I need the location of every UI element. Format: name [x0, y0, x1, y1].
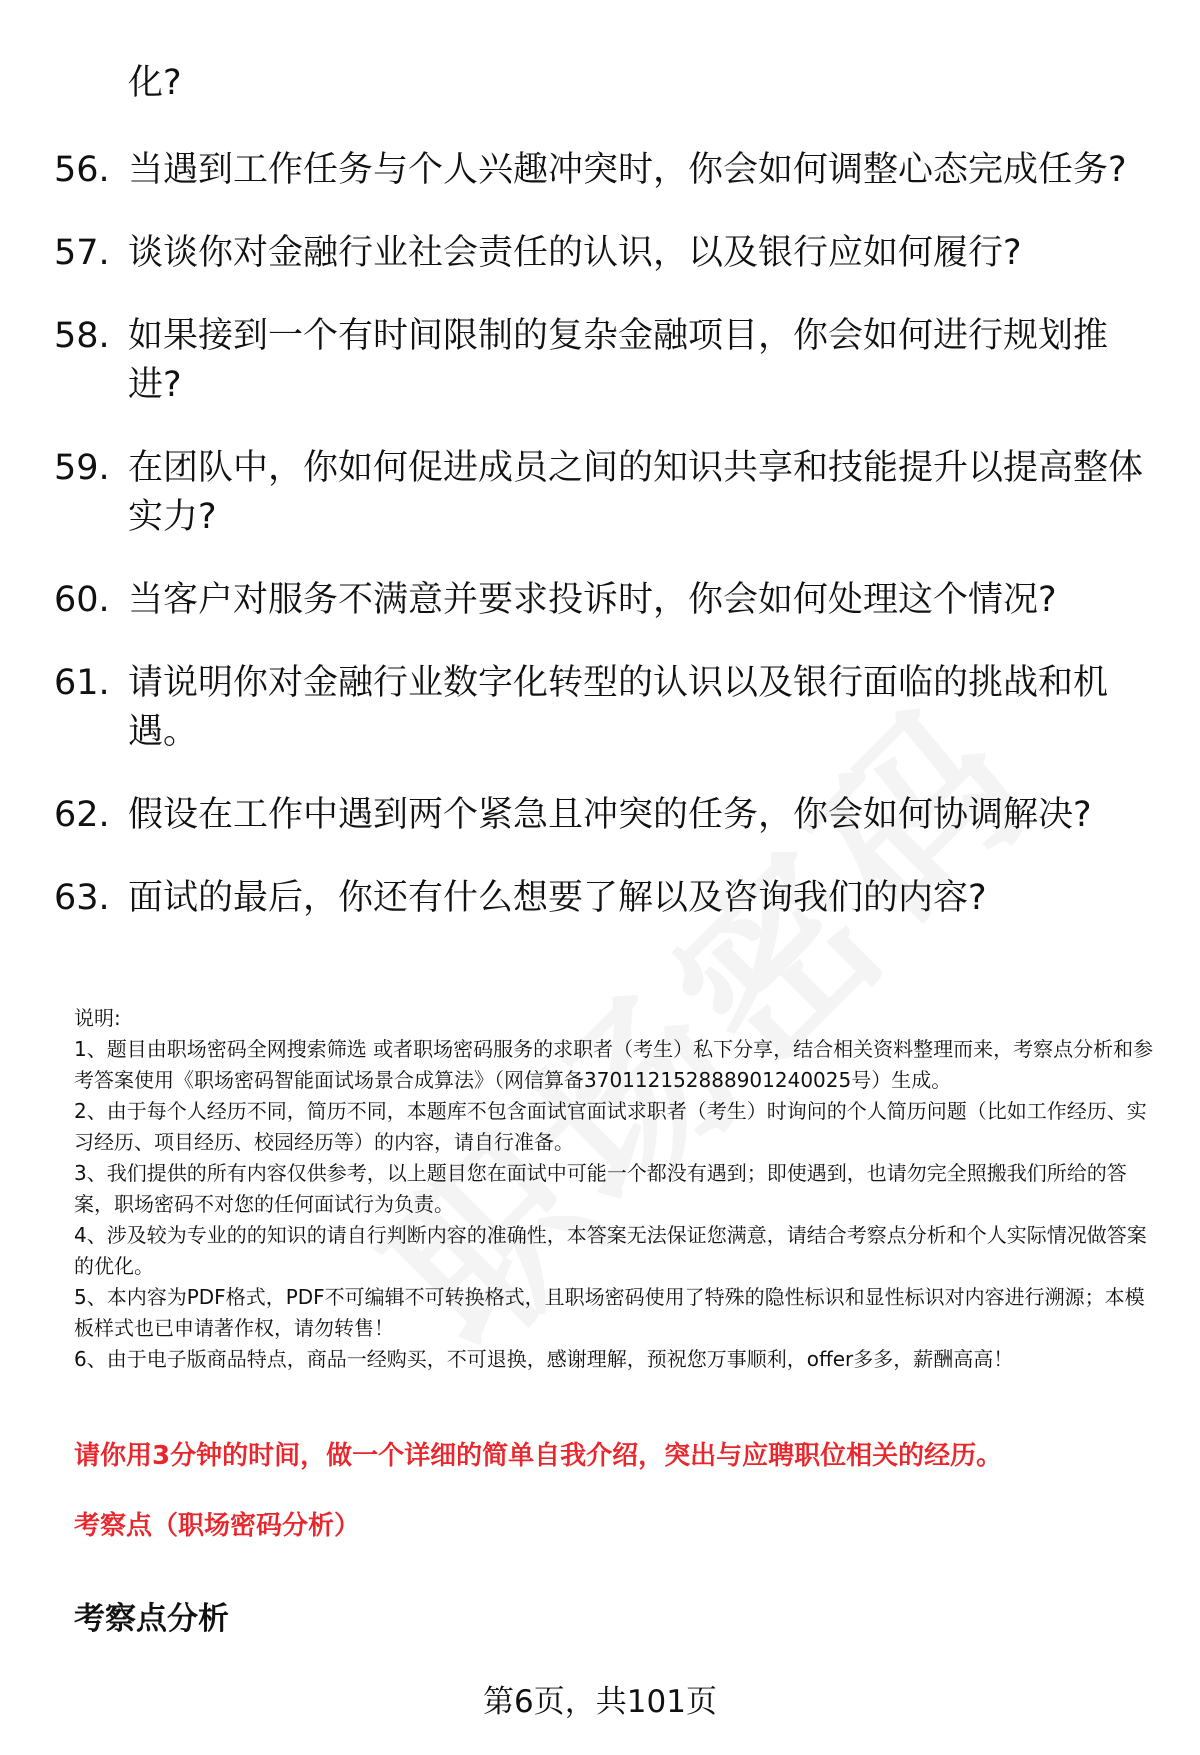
- analysis-subheading: 考察点（职场密码分析）: [74, 1511, 361, 1541]
- question-text: 谈谈你对金融行业社会责任的认识，以及银行应如何履行?: [128, 233, 1022, 273]
- question-text: 请说明你对金融行业数字化转型的认识以及银行面临的挑战和机遇。: [128, 663, 1109, 752]
- question-text: 当客户对服务不满意并要求投诉时，你会如何处理这个情况?: [128, 580, 1057, 620]
- note-item: 1、题目由职场密码全网搜索筛选 或者职场密码服务的求职者（考生）私下分享，结合相关资料整理而来，考察点分析和参考答案使用《职场密码智能面试场景合成算法》（网信算备370112152888901240025号）生成。: [74, 1037, 1154, 1092]
- page-footer: 第6页，共101页: [483, 1684, 717, 1720]
- note-item: 6、由于电子版商品特点，商品一经购买，不可退换，感谢理解，预祝您万事顺利，offer多多，薪酬高高！: [74, 1347, 1014, 1371]
- note-item: 4、涉及较为专业的的知识的请自行判断内容的准确性，本答案无法保证您满意，请结合考察点分析和个人实际情况做答案的优化。: [74, 1223, 1147, 1278]
- question-number: 56.: [54, 150, 110, 190]
- notes-section: [74, 1003, 1164, 1375]
- question-number: 61.: [54, 663, 110, 703]
- question-number: 60.: [54, 580, 110, 620]
- question-item: [54, 146, 1144, 195]
- question-item: [54, 444, 1144, 542]
- question-item: [54, 659, 1144, 757]
- question-text: 当遇到工作任务与个人兴趣冲突时，你会如何调整心态完成任务?: [128, 150, 1127, 190]
- question-number: 62.: [54, 795, 110, 835]
- note-item: 2、由于每个人经历不同，简历不同，本题库不包含面试官面试求职者（考生）时询问的个人简历问题（比如工作经历、实习经历、项目经历、校园经历等）的内容，请自行准备。: [74, 1099, 1147, 1154]
- question-list: [54, 146, 1144, 957]
- question-number: 57.: [54, 233, 110, 273]
- question-number: 58.: [54, 316, 110, 356]
- note-item: 5、本内容为PDF格式，PDF不可编辑不可转换格式，且职场密码使用了特殊的隐性标识和显性标识对内容进行溯源；本模板样式也已申请著作权，请勿转售！: [74, 1285, 1145, 1340]
- question-number: 59.: [54, 448, 110, 488]
- question-text: 面试的最后，你还有什么想要了解以及咨询我们的内容?: [128, 878, 987, 918]
- question-item: [54, 229, 1144, 278]
- question-text: 如果接到一个有时间限制的复杂金融项目，你会如何进行规划推进?: [128, 316, 1109, 405]
- question-item: [54, 312, 1144, 410]
- notes-heading: 说明:: [74, 1006, 121, 1030]
- question-continuation: 化?: [128, 63, 182, 103]
- note-item: 3、我们提供的所有内容仅供参考，以上题目您在面试中可能一个都没有遇到；即使遇到，也请勿完全照搬我们所给的答案，职场密码不对您的任何面试行为负责。: [74, 1161, 1127, 1216]
- question-text: 在团队中，你如何促进成员之间的知识共享和技能提升以提高整体实力?: [128, 448, 1144, 537]
- question-item: [54, 576, 1144, 625]
- question-item: [54, 874, 1144, 923]
- question-text: 假设在工作中遇到两个紧急且冲突的任务，你会如何协调解决?: [128, 795, 1092, 835]
- interview-question: 请你用3分钟的时间，做一个详细的简单自我介绍，突出与应聘职位相关的经历。: [74, 1441, 1003, 1471]
- question-number: 63.: [54, 878, 110, 918]
- section-heading: 考察点分析: [74, 1601, 229, 1637]
- question-item: [54, 791, 1144, 840]
